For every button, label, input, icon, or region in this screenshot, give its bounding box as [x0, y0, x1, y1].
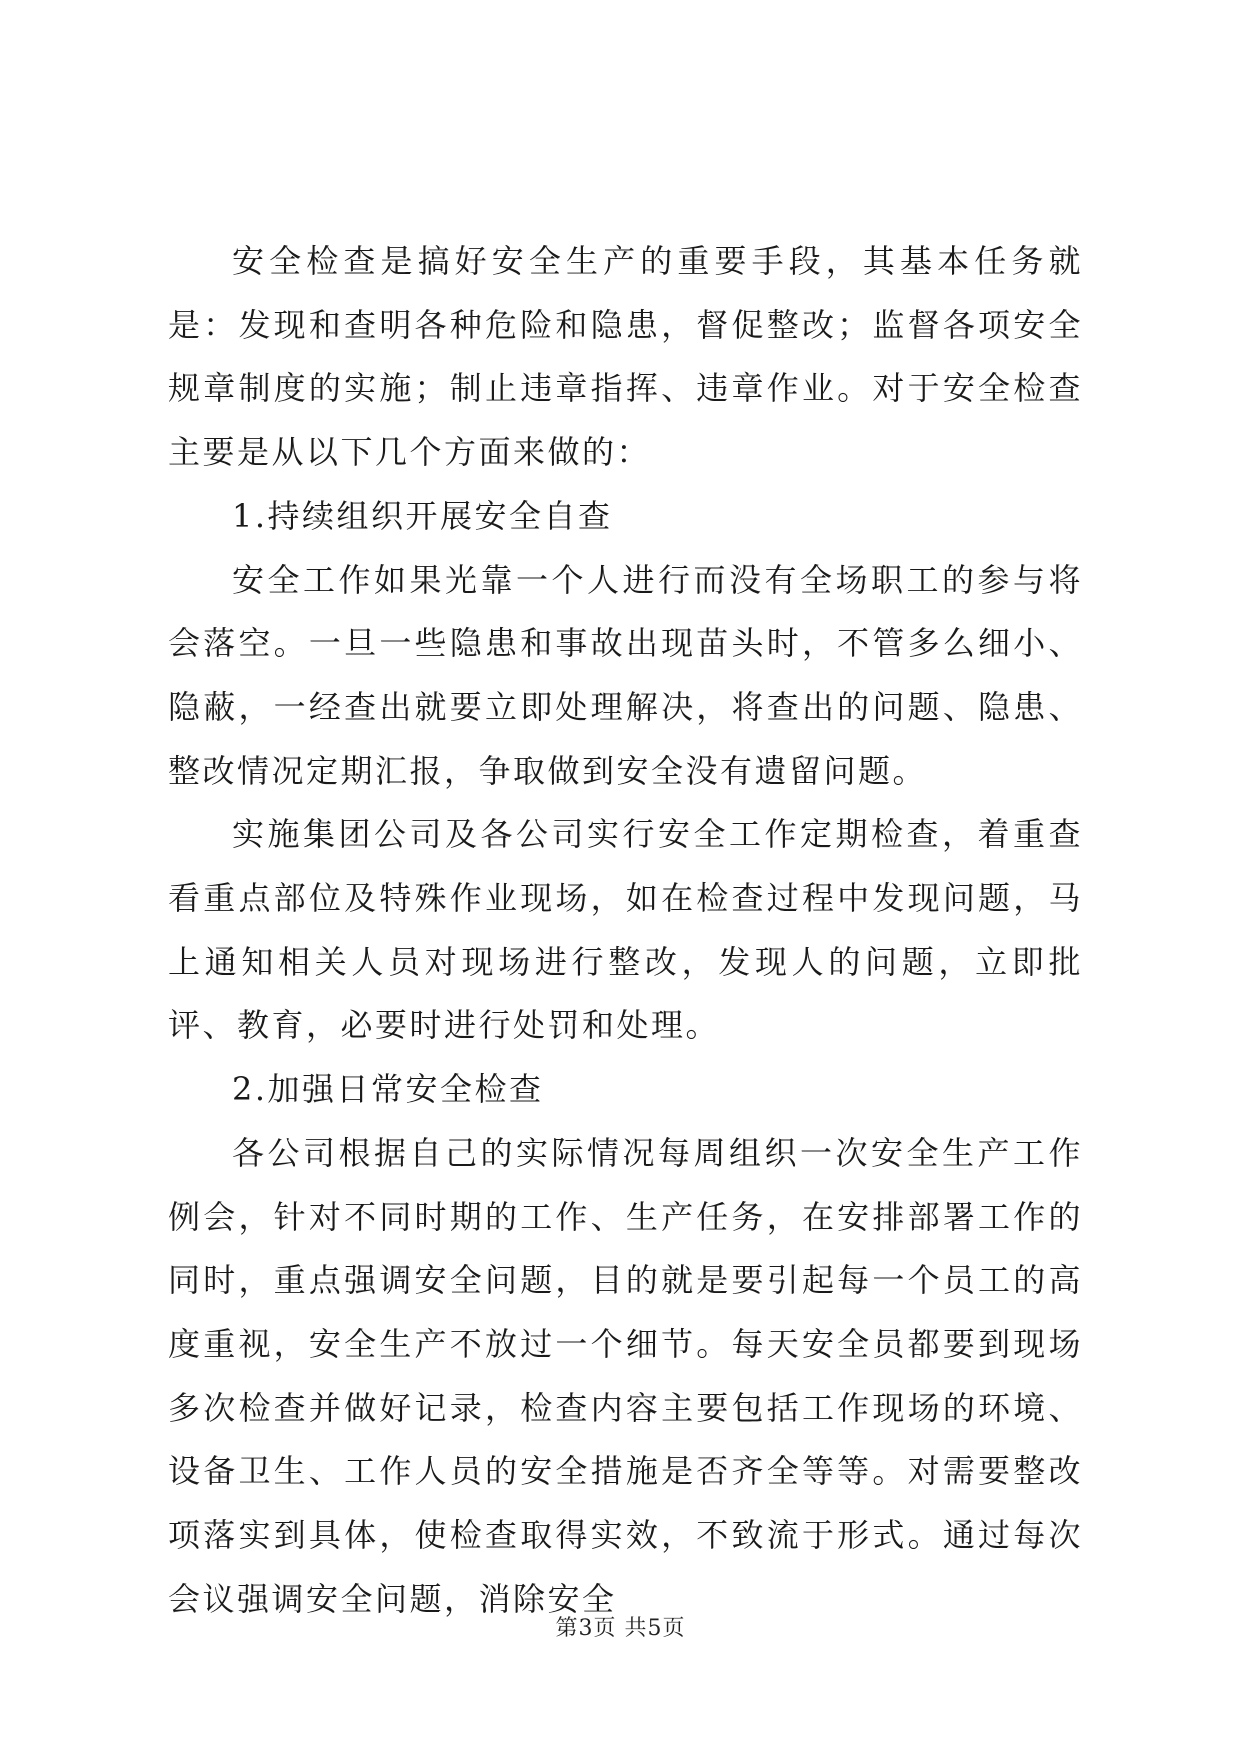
document-body [168, 230, 1083, 1631]
page-footer: 第3页 共5页 [555, 1616, 686, 1641]
paragraph-intro: 安全检查是搞好安全生产的重要手段，其基本任务就是：发现和查明各种危险和隐患，督促整改；监督各项安全规章制度的实施；制止违章指挥、违章作业。对于安全检查主要是从以下几个方面来做的： [168, 242, 1083, 472]
section-heading-1: 1.持续组织开展安全自查 [232, 496, 613, 535]
paragraph-self-inspection: 安全工作如果光靠一个人进行而没有全场职工的参与将会落空。一旦一些隐患和事故出现苗头时，不管多么细小、隐蔽，一经查出就要立即处理解决，将查出的问题、隐患、整改情况定期汇报，争取做到安全没有遗留问题。 [168, 560, 1083, 790]
paragraph-daily-inspection: 各公司根据自己的实际情况每周组织一次安全生产工作例会，针对不同时期的工作、生产任务，在安排部署工作的同时，重点强调安全问题，目的就是要引起每一个员工的高度重视，安全生产不放过一个细节。每天安全员都要到现场多次检查并做好记录，检查内容主要包括工作现场的环境、设备卫生、工作人员的安全措施是否齐全等等。对需要整改项落实到具体，使检查取得实效，不致流于形式。通过每次会议强调安全问题，消除安全 [168, 1133, 1083, 1618]
section-heading-2: 2.加强日常安全检查 [232, 1070, 544, 1109]
paragraph-periodic-inspection: 实施集团公司及各公司实行安全工作定期检查，着重查看重点部位及特殊作业现场，如在检查过程中发现问题，马上通知相关人员对现场进行整改，发现人的问题，立即批评、教育，必要时进行处罚和处理。 [168, 815, 1083, 1045]
